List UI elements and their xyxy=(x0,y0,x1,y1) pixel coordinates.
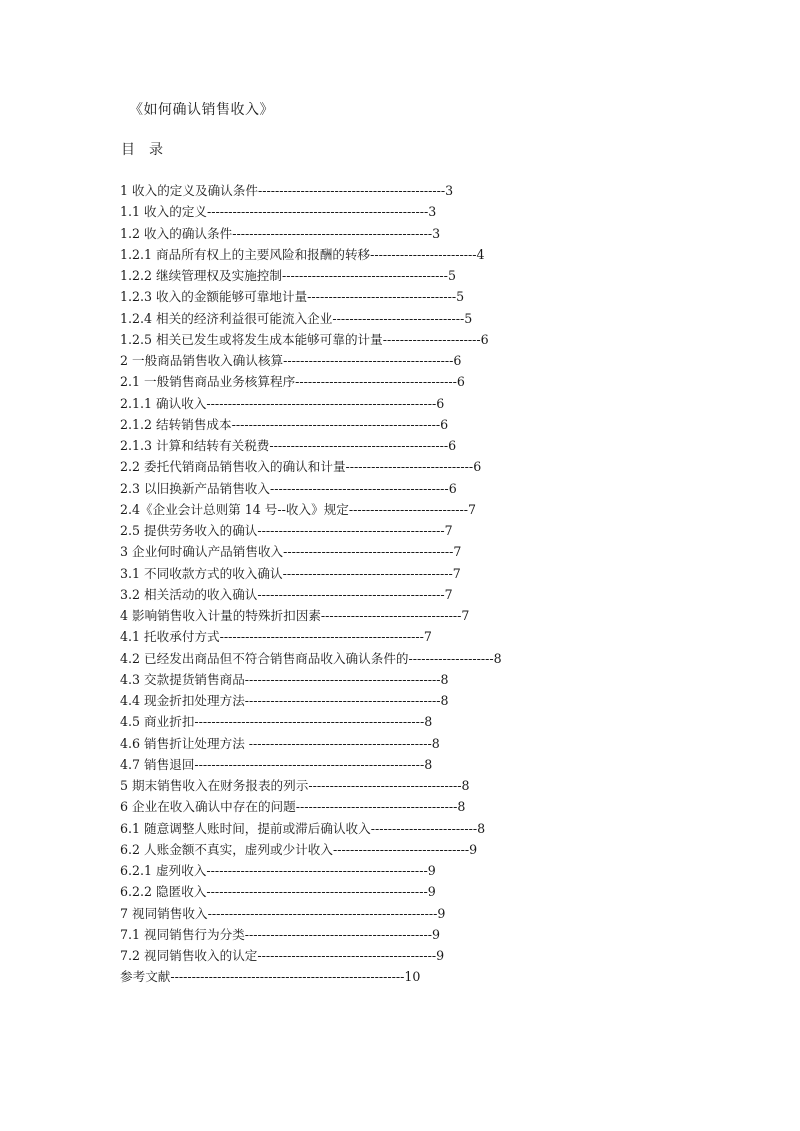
toc-entry: 4.6 销售折让处理方法 -------------------------------------------8 xyxy=(120,735,440,751)
toc-entry: 2 一般商品销售收入确认核算----------------------------------------6 xyxy=(120,353,462,368)
toc-entry: 4.3 交款提货销售商品----------------------------------------------8 xyxy=(120,671,449,687)
toc-entry: 1.1 收入的定义----------------------------------------------------3 xyxy=(120,204,437,220)
toc-entry: 4 影响销售收入计量的特殊折扣因素---------------------------------7 xyxy=(120,608,470,623)
toc-entry: 1.2 收入的确认条件-----------------------------------------------3 xyxy=(120,225,441,241)
table-of-contents xyxy=(120,180,760,988)
toc-entry: 参考文献-------------------------------------------------------10 xyxy=(120,969,421,985)
toc-entry: 2.1.2 结转销售成本-------------------------------------------------6 xyxy=(120,416,449,432)
toc-entry: 6.2 人账金额不真实，虚列或少计收入--------------------------------9 xyxy=(120,841,478,857)
toc-entry: 6.1 随意调整人账时间，提前或滞后确认收入-------------------------8 xyxy=(120,820,486,836)
toc-entry: 4.2 已经发出商品但不符合销售商品收入确认条件的--------------------8 xyxy=(120,650,502,666)
toc-entry: 1.2.4 相关的经济利益很可能流入企业-------------------------------5 xyxy=(120,310,473,326)
toc-entry: 7 视同销售收入------------------------------------------------------9 xyxy=(120,905,446,921)
toc-entry: 5 期末销售收入在财务报表的列示------------------------------------8 xyxy=(120,778,470,793)
toc-entry: 1.2.1 商品所有权上的主要风险和报酬的转移-------------------------4 xyxy=(120,246,485,262)
toc-entry: 7.2 视同销售收入的认定------------------------------------------9 xyxy=(120,948,445,963)
toc-entry: 6.2.2 隐匿收入----------------------------------------------------9 xyxy=(120,884,436,900)
toc-entry: 2.1.1 确认收入------------------------------------------------------6 xyxy=(120,395,445,411)
toc-entry: 4.1 托收承付方式------------------------------------------------7 xyxy=(120,629,432,645)
toc-entry: 3.1 不同收款方式的收入确认----------------------------------------7 xyxy=(120,565,461,581)
toc-entry: 3 企业何时确认产品销售收入----------------------------------------7 xyxy=(120,544,462,560)
toc-entry: 1.2.2 继续管理权及实施控制---------------------------------------5 xyxy=(120,268,456,283)
toc-entry: 4.7 销售退回------------------------------------------------------8 xyxy=(120,756,433,772)
toc-entry: 4.5 商业折扣------------------------------------------------------8 xyxy=(120,714,433,730)
toc-heading: 目 录 xyxy=(121,142,163,158)
toc-entry: 2.2 委托代销商品销售收入的确认和计量------------------------------6 xyxy=(120,459,482,475)
toc-entry: 2.4《企业会计总则第 14 号--收入》规定----------------------------7 xyxy=(120,501,477,517)
toc-entry: 1 收入的定义及确认条件--------------------------------------------3 xyxy=(120,183,454,198)
toc-entry: 2.1 一般销售商品业务核算程序--------------------------------------6 xyxy=(120,374,465,390)
toc-entry: 1.2.5 相关已发生或将发生成本能够可靠的计量-----------------------6 xyxy=(120,331,489,347)
toc-entry: 3.2 相关活动的收入确认--------------------------------------------7 xyxy=(120,586,453,602)
toc-entry: 6 企业在收入确认中存在的问题--------------------------------------8 xyxy=(120,799,466,815)
toc-entry: 6.2.1 虚列收入----------------------------------------------------9 xyxy=(120,863,436,878)
toc-entry: 2.3 以旧换新产品销售收入------------------------------------------6 xyxy=(120,480,457,496)
toc-entry: 4.4 现金折扣处理方法----------------------------------------------8 xyxy=(120,693,449,708)
toc-entry: 1.2.3 收入的金额能够可靠地计量-----------------------------------5 xyxy=(120,289,465,305)
document-title: 《如何确认销售收入》 xyxy=(129,102,274,118)
toc-entry: 2.5 提供劳务收入的确认--------------------------------------------7 xyxy=(120,523,453,538)
toc-entry: 7.1 视同销售行为分类--------------------------------------------9 xyxy=(120,926,441,942)
toc-entry: 2.1.3 计算和结转有关税费------------------------------------------6 xyxy=(120,438,457,453)
